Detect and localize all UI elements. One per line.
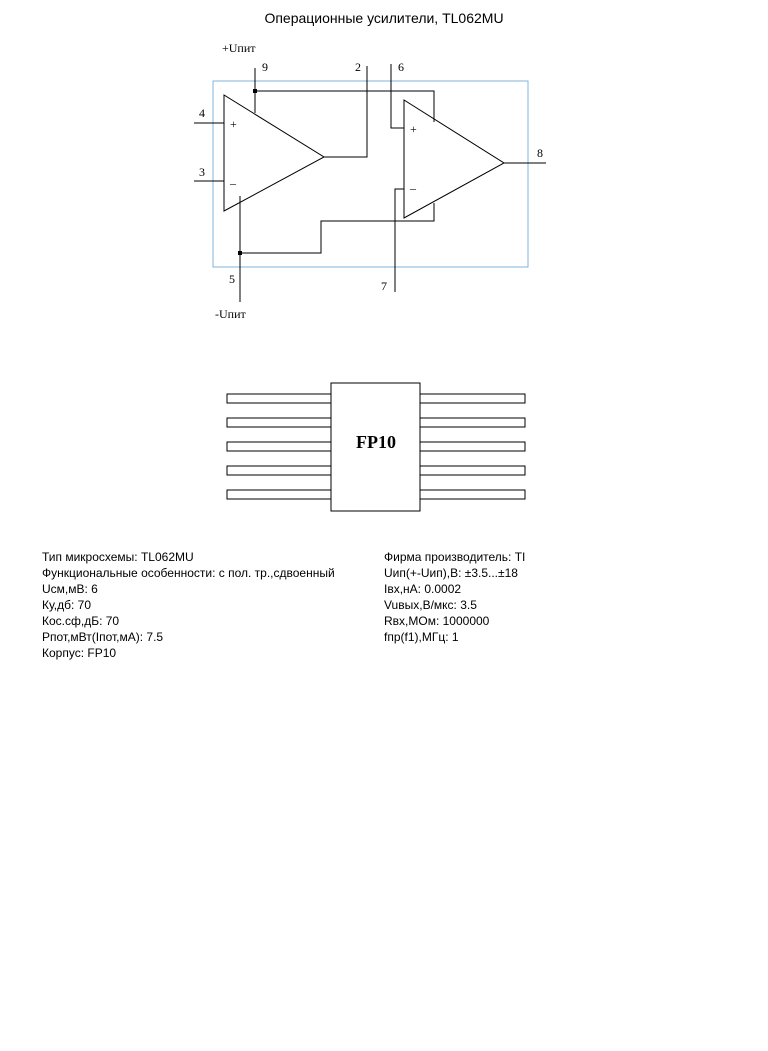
package-label: FP10 — [356, 432, 396, 452]
pin-label-9: 9 — [262, 60, 268, 74]
params-left — [42, 549, 335, 661]
opamp-1-plus-sign: + — [230, 117, 237, 131]
package-lead — [227, 490, 331, 499]
param-slew-rate: Vuвых,В/мкс: 3.5 — [384, 598, 477, 612]
param-input-current: Iвх,нА: 0.0002 — [384, 582, 462, 596]
package-lead — [420, 490, 525, 499]
supply-neg-label: -Uпит — [215, 307, 246, 321]
package-lead — [227, 394, 331, 403]
param-features: Функциональные особенности: с пол. тр.,сдвоенный — [42, 566, 335, 580]
param-offset-voltage: Uсм,мВ: 6 — [42, 582, 98, 596]
pin-label-7: 7 — [381, 279, 387, 293]
package-lead — [420, 442, 525, 451]
pin-label-3: 3 — [199, 165, 205, 179]
package-lead — [420, 394, 525, 403]
param-input-resistance: Rвх,МОм: 1000000 — [384, 614, 490, 628]
page-title: Операционные усилители, TL062MU — [264, 10, 504, 26]
pin-label-4: 4 — [199, 106, 205, 120]
pin-label-5: 5 — [229, 272, 235, 286]
pin-label-6: 6 — [398, 60, 404, 74]
package-lead — [420, 466, 525, 475]
param-manufacturer: Фирма производитель: TI — [384, 550, 526, 564]
params-right — [384, 549, 525, 645]
pin-label-2: 2 — [355, 60, 361, 74]
package-lead — [227, 466, 331, 475]
param-power: Рпот,мВт(Iпот,мА): 7.5 — [42, 630, 164, 644]
opamp-1-minus-sign: – — [230, 176, 236, 190]
package-lead — [227, 418, 331, 427]
opamp-2-plus-sign: + — [410, 122, 417, 136]
opamp-2-minus-sign: – — [410, 181, 416, 195]
param-package: Корпус: FP10 — [42, 646, 117, 660]
param-cmrr: Кос.сф,дБ: 70 — [42, 614, 120, 628]
package-lead — [420, 418, 525, 427]
pin-label-8: 8 — [537, 146, 543, 160]
param-supply-voltage: Uип(+-Uип),В: ±3.5...±18 — [384, 566, 518, 580]
param-chip-type: Тип микросхемы: TL062MU — [42, 550, 194, 564]
supply-pos-label: +Uпит — [222, 41, 256, 55]
package-lead — [227, 442, 331, 451]
param-bandwidth: fпр(f1),МГц: 1 — [384, 630, 459, 644]
param-gain: Ку,дб: 70 — [42, 598, 92, 612]
